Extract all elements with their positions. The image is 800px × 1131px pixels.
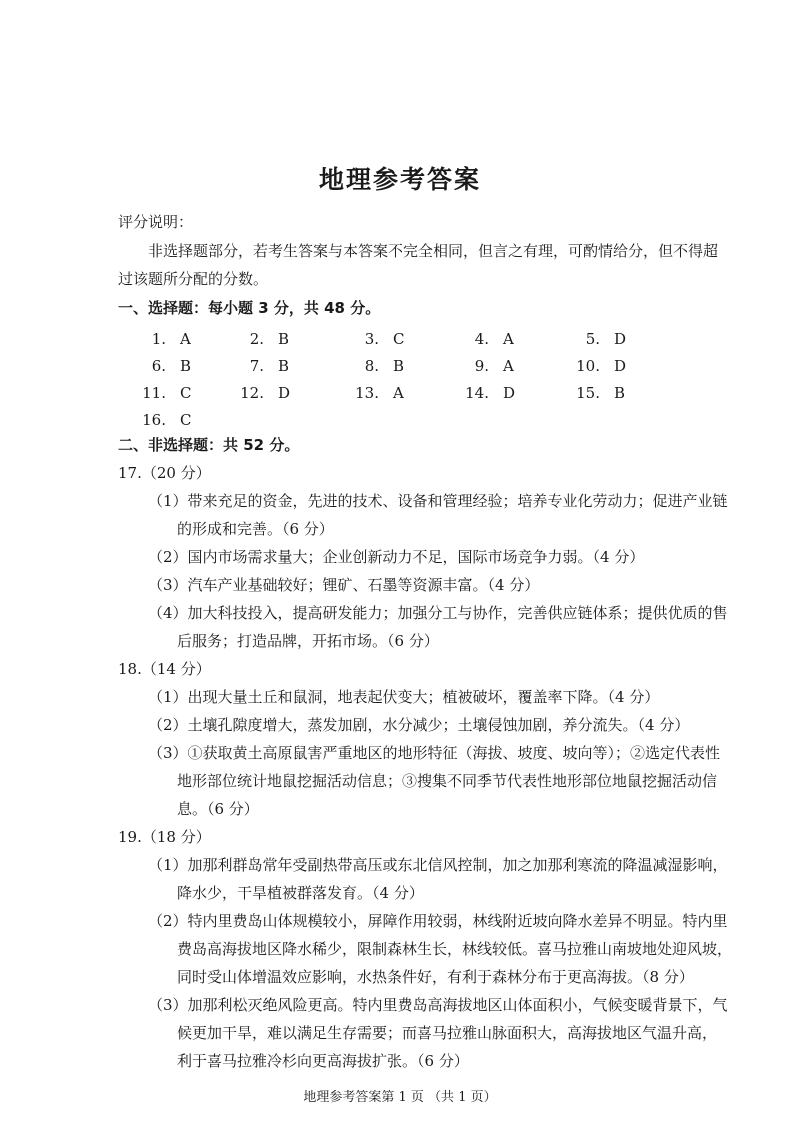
q19-answer-3-cont2: 利于喜马拉雅冷杉向更高海拔扩张。（6 分） bbox=[177, 1052, 469, 1070]
q18-label: 18.（14 分） bbox=[118, 660, 211, 678]
q19-answer-3: （3）加那利松灭绝风险更高。特内里费岛高海拔地区山体面积小，气候变暖背景下，气 bbox=[148, 996, 728, 1014]
scoring-note-line1: 非选择题部分，若考生答案与本答案不完全相同，但言之有理，可酌情给分，但不得超 bbox=[148, 242, 719, 260]
mcq-item: 14. D bbox=[465, 384, 516, 402]
mcq-item: 11. C bbox=[142, 384, 192, 402]
q17-answer-3: （3）汽车产业基础较好；锂矿、石墨等资源丰富。（4 分） bbox=[148, 576, 540, 594]
scoring-note-heading: 评分说明： bbox=[118, 213, 194, 231]
q17-answer-4-cont: 后服务；打造品牌，开拓市场。（6 分） bbox=[177, 632, 439, 650]
mcq-item: 4. A bbox=[474, 330, 514, 348]
mcq-item: 3. C bbox=[364, 330, 405, 348]
q18-answer-3-cont: 地形部位统计地鼠挖掘活动信息；③搜集不同季节代表性地形部位地鼠挖掘活动信 bbox=[177, 772, 718, 790]
q19-label: 19.（18 分） bbox=[118, 828, 211, 846]
section1-heading: 一、选择题：每小题 3 分，共 48 分。 bbox=[118, 299, 381, 317]
q19-answer-2-cont: 费岛高海拔地区降水稀少，限制森林生长，林线较低。喜马拉雅山南坡地处迎风坡， bbox=[177, 940, 733, 958]
mcq-item: 9. A bbox=[474, 357, 514, 375]
mcq-row bbox=[0, 411, 800, 431]
q18-answer-2: （2）土壤孔隙度增大，蒸发加剧，水分减少；土壤侵蚀加剧，养分流失。（4 分） bbox=[148, 716, 690, 734]
mcq-row bbox=[0, 330, 800, 350]
mcq-item: 15. B bbox=[576, 384, 626, 402]
mcq-item: 1. A bbox=[151, 330, 191, 348]
mcq-item: 10. D bbox=[576, 357, 627, 375]
q17-label: 17.（20 分） bbox=[118, 464, 211, 482]
q19-answer-3-cont: 候更加干旱，难以满足生存需要；而喜马拉雅山脉面积大，高海拔地区气温升高， bbox=[177, 1024, 718, 1042]
q19-answer-2-cont2: 同时受山体增温效应影响，水热条件好，有利于森林分布于更高海拔。（8 分） bbox=[177, 968, 694, 986]
mcq-item: 2. B bbox=[249, 330, 290, 348]
q17-answer-1-cont: 的形成和完善。（6 分） bbox=[177, 520, 334, 538]
page-footer: 地理参考答案第 1 页 （共 1 页） bbox=[303, 1090, 497, 1105]
mcq-item: 8. B bbox=[364, 357, 405, 375]
mcq-item: 13. A bbox=[355, 384, 404, 402]
q18-answer-3: （3）①获取黄土高原鼠害严重地区的地形特征（海拔、坡度、坡向等）；②选定代表性 bbox=[148, 744, 721, 762]
mcq-item: 16. C bbox=[142, 411, 192, 429]
page-title: 地理参考答案 bbox=[318, 165, 481, 194]
mcq-item: 6. B bbox=[151, 357, 192, 375]
mcq-item: 12. D bbox=[240, 384, 291, 402]
q18-answer-1: （1）出现大量土丘和鼠洞，地表起伏变大；植被破坏，覆盖率下降。（4 分） bbox=[148, 688, 660, 706]
scoring-note-line2: 过该题所分配的分数。 bbox=[118, 270, 269, 288]
mcq-row bbox=[0, 384, 800, 404]
q17-answer-4: （4）加大科技投入，提高研发能力；加强分工与协作，完善供应链体系；提供优质的售 bbox=[148, 604, 728, 622]
q17-answer-1: （1）带来充足的资金，先进的技术、设备和管理经验；培养专业化劳动力；促进产业链 bbox=[148, 492, 728, 510]
q19-answer-1: （1）加那利群岛常年受副热带高压或东北信风控制，加之加那利寒流的降温减湿影响， bbox=[148, 856, 728, 874]
q19-answer-1-cont: 降水少，干旱植被群落发育。（4 分） bbox=[177, 884, 424, 902]
mcq-item: 7. B bbox=[249, 357, 290, 375]
mcq-row bbox=[0, 357, 800, 377]
q19-answer-2: （2）特内里费岛山体规模较小，屏障作用较弱，林线附近坡向降水差异不明显。特内里 bbox=[148, 912, 728, 930]
mcq-item: 5. D bbox=[585, 330, 627, 348]
q17-answer-2: （2）国内市场需求量大；企业创新动力不足，国际市场竞争力弱。（4 分） bbox=[148, 548, 645, 566]
section2-heading: 二、非选择题：共 52 分。 bbox=[118, 436, 300, 454]
q18-answer-3-cont2: 息。（6 分） bbox=[177, 800, 259, 818]
